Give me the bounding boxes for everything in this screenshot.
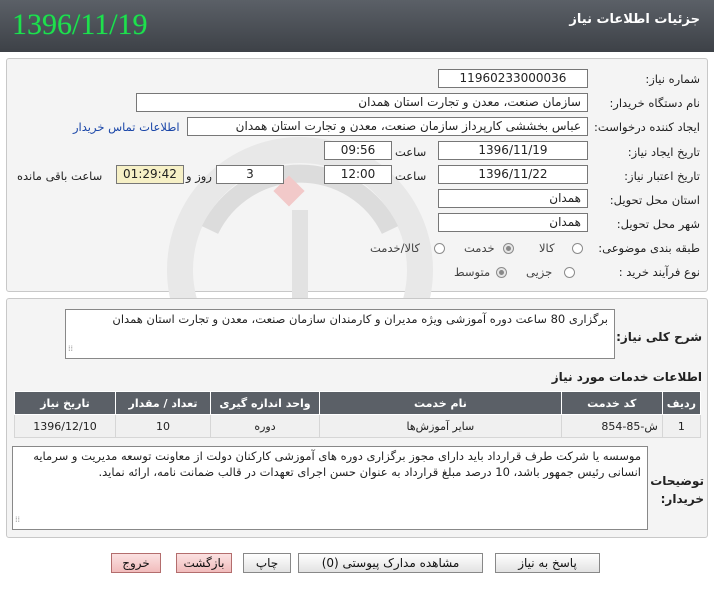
buyer-notes-label-text: توضیحات خریدار: [650,474,704,506]
back-button[interactable]: بازگشت [176,553,232,573]
table-row [15,415,701,438]
category-service-label: خدمت [464,241,495,255]
category-goods-service-radio[interactable] [434,243,445,254]
city-label: شهر محل تحویل: [616,217,700,231]
days-remaining-field: 3 [216,165,284,184]
description-text: برگزاری 80 ساعت دوره آموزشی ویژه مدیران و کارمندان سازمان صنعت، معدن و تجارت استان همدان [112,312,608,326]
header-date: 1396/11/19 [12,8,148,41]
requester-field: عباس بخششی کارپرداز سازمان صنعت، معدن و تجارت استان همدان [187,117,588,136]
col-service-code: کد خدمت [561,392,662,415]
resize-grip-icon: ⁞⁞ [68,344,74,353]
province-label: استان محل تحویل: [609,193,700,207]
process-medium-radio[interactable] [496,267,507,278]
validity-time-label: ساعت [395,169,427,183]
resize-grip-icon: ⁞⁞ [15,515,21,524]
reply-button[interactable]: پاسخ به نیاز [495,553,600,573]
process-label: نوع فرآیند خرید : [618,265,700,279]
province-field: همدان [438,189,588,208]
process-minor-label: جزیی [526,265,553,279]
city-field: همدان [438,213,588,232]
creation-date-label: تاریخ ایجاد نیاز: [627,145,700,159]
need-number-label: شماره نیاز: [645,72,700,86]
category-label: طبقه بندی موضوعی: [598,241,700,255]
services-title: اطلاعات خدمات مورد نیاز [551,370,702,384]
exit-button[interactable]: خروج [111,553,161,573]
col-service-name: نام خدمت [320,392,562,415]
page-title: جزئیات اطلاعات نیاز [569,12,700,27]
cell-need-date: 1396/12/10 [15,415,116,438]
title-bar [0,0,714,52]
category-service-radio[interactable] [503,243,514,254]
cell-service-name: سایر آموزش‌ها [320,415,562,438]
requester-label: ایجاد کننده درخواست: [594,120,700,134]
need-number-field: 11960233000036 [438,69,588,88]
time-remaining-label: ساعت باقی مانده [17,169,103,183]
validity-date-label: تاریخ اعتبار نیاز: [624,169,700,183]
category-goods-label: کالا [539,241,555,255]
buyer-org-label: نام دستگاه خریدار: [609,96,700,110]
col-unit: واحد اندازه گیری [211,392,320,415]
category-goods-radio[interactable] [572,243,583,254]
creation-time-label: ساعت [395,145,427,159]
days-label: روز و [186,169,212,183]
buyer-notes-text: موسسه یا شرکت طرف قرارداد باید دارای مجوز برگزاری دوره های آموزشی کارکنان دولت از معاونت توسعه مدیریت و سرمایه انسانی رئیس جمهور باشد، 10 درصد مبلغ قرارداد به عنوان حسن اجرای تعهدات در قالب ضمانت نامه، ارائه نماید. [33,449,641,479]
print-button[interactable]: چاپ [243,553,291,573]
time-remaining-field: 01:29:42 [116,165,184,184]
process-minor-radio[interactable] [564,267,575,278]
col-row-number: ردیف [662,392,700,415]
col-need-date: تاریخ نیاز [15,392,116,415]
validity-date-field: 1396/11/22 [438,165,588,184]
category-goods-service-label: کالا/خدمت [370,241,421,255]
view-attachments-button[interactable]: مشاهده مدارک پیوستی (0) [298,553,483,573]
services-header-row [15,392,701,415]
description-label: شرح کلی نیاز: [616,330,702,344]
cell-row-number: 1 [662,415,700,438]
validity-time-field: 12:00 [324,165,392,184]
buyer-contact-link[interactable]: اطلاعات تماس خریدار [73,120,180,134]
creation-time-field: 09:56 [324,141,392,160]
cell-unit: دوره [211,415,320,438]
col-quantity: تعداد / مقدار [116,392,211,415]
description-textarea [65,309,615,359]
services-table [14,391,701,438]
cell-service-code: ش-85-854 [561,415,662,438]
buyer-notes-textarea [12,446,648,530]
process-medium-label: متوسط [454,265,491,279]
buyer-notes-label [648,472,704,508]
creation-date-field: 1396/11/19 [438,141,588,160]
cell-quantity: 10 [116,415,211,438]
buyer-org-field: سازمان صنعت، معدن و تجارت استان همدان [136,93,588,112]
